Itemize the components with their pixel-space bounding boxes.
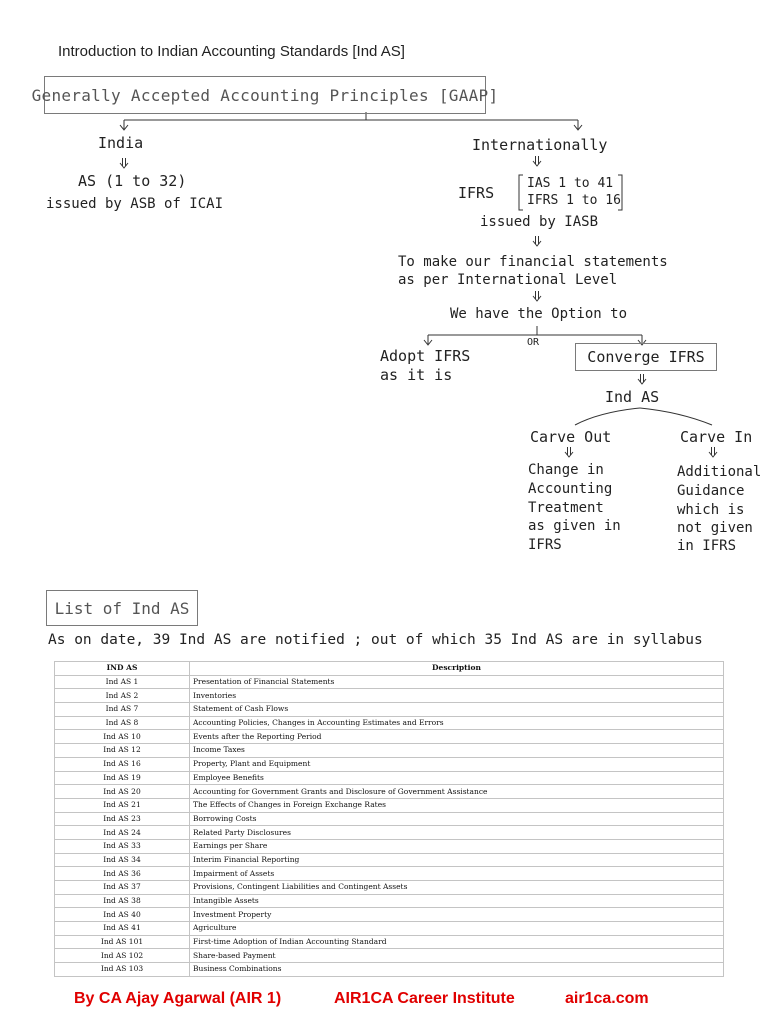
ind-as-number: Ind AS 24 (55, 826, 190, 840)
page-title: Introduction to Indian Accounting Standards [Ind AS] (58, 43, 405, 60)
table-row (55, 812, 724, 826)
table-row (55, 744, 724, 758)
converge-box: Converge IFRS (575, 343, 717, 371)
ifrs-label: IFRS (458, 184, 495, 202)
ind-as-number: Ind AS 7 (55, 703, 190, 717)
ind-as-description: Presentation of Financial Statements (190, 675, 724, 689)
ind-as-description: Provisions, Contingent Liabilities and Contingent Assets (190, 881, 724, 895)
purpose-line-1: To make our financial statements (398, 254, 668, 270)
table-row (55, 798, 724, 812)
ind-as-description: Investment Property (190, 908, 724, 922)
footer-site: air1ca.com (565, 990, 649, 1007)
ind-as-label: Ind AS (605, 388, 660, 406)
carve-in-label: Carve In (680, 428, 753, 446)
ind-as-description: Intangible Assets (190, 894, 724, 908)
table-row (55, 675, 724, 689)
ind-as-description: Related Party Disclosures (190, 826, 724, 840)
carve-out-desc-3: Treatment (528, 500, 604, 516)
ind-as-description: Income Taxes (190, 744, 724, 758)
ind-as-description: Employee Benefits (190, 771, 724, 785)
table-row (55, 853, 724, 867)
table-row (55, 922, 724, 936)
adopt-line-2: as it is (380, 366, 453, 384)
ind-as-number: Ind AS 8 (55, 716, 190, 730)
footer (0, 990, 768, 1012)
ind-as-table (54, 661, 724, 977)
ind-as-number: Ind AS 102 (55, 949, 190, 963)
carve-in-desc-3: which is (677, 502, 745, 518)
table-body (55, 675, 724, 976)
ind-as-description: Borrowing Costs (190, 812, 724, 826)
ind-as-description: Statement of Cash Flows (190, 703, 724, 717)
table-row (55, 716, 724, 730)
ind-as-number: Ind AS 101 (55, 935, 190, 949)
ias-line: IAS 1 to 41 (527, 176, 614, 191)
ind-as-description: Agriculture (190, 922, 724, 936)
ind-as-number: Ind AS 34 (55, 853, 190, 867)
ind-as-number: Ind AS 36 (55, 867, 190, 881)
carve-in-desc-1: Additional (677, 464, 762, 480)
international-label: Internationally (472, 136, 608, 154)
option-text: We have the Option to (450, 306, 628, 322)
ind-as-description: Share-based Payment (190, 949, 724, 963)
table-row (55, 771, 724, 785)
table-row (55, 826, 724, 840)
table-row (55, 839, 724, 853)
table-row (55, 703, 724, 717)
gaap-box: Generally Accepted Accounting Principles [GAAP] (44, 76, 486, 114)
india-label: India (98, 134, 144, 152)
table-row (55, 867, 724, 881)
ind-as-number: Ind AS 20 (55, 785, 190, 799)
table-row (55, 730, 724, 744)
carve-out-desc-5: IFRS (528, 537, 562, 553)
arrow-intl (533, 156, 541, 166)
carve-out-desc-1: Change in (528, 462, 604, 478)
ind-as-number: Ind AS 19 (55, 771, 190, 785)
carve-in-desc-5: in IFRS (677, 538, 737, 554)
table-row (55, 785, 724, 799)
table-row (55, 894, 724, 908)
carve-out-label: Carve Out (530, 428, 612, 446)
ind-as-number: Ind AS 16 (55, 757, 190, 771)
ind-as-description: Business Combinations (190, 963, 724, 977)
ind-as-description: Accounting Policies, Changes in Accounting Estimates and Errors (190, 716, 724, 730)
ind-as-number: Ind AS 2 (55, 689, 190, 703)
table-row (55, 963, 724, 977)
table-row (55, 881, 724, 895)
footer-author: By CA Ajay Agarwal (AIR 1) (74, 990, 282, 1007)
col-header-description: Description (190, 662, 724, 676)
purpose-line-2: as per International Level (398, 272, 618, 288)
ind-as-number: Ind AS 33 (55, 839, 190, 853)
ifrs-line: IFRS 1 to 16 (527, 193, 621, 208)
ind-as-description: First-time Adoption of Indian Accounting Standard (190, 935, 724, 949)
ind-as-number: Ind AS 23 (55, 812, 190, 826)
intl-issued-by: issued by IASB (480, 214, 599, 230)
ind-as-description: Events after the Reporting Period (190, 730, 724, 744)
footer-institute: AIR1CA Career Institute (334, 990, 515, 1007)
ind-as-description: The Effects of Changes in Foreign Exchange Rates (190, 798, 724, 812)
table-row (55, 935, 724, 949)
india-as-range: AS (1 to 32) (78, 172, 187, 190)
adopt-line-1: Adopt IFRS (380, 347, 471, 365)
carve-in-desc-4: not given (677, 520, 753, 536)
or-label: OR (527, 337, 540, 348)
list-heading: List of Ind AS (46, 590, 198, 626)
col-header-ind-as: IND AS (55, 662, 190, 676)
table-row (55, 757, 724, 771)
arrow-india (120, 158, 128, 168)
ind-as-number: Ind AS 12 (55, 744, 190, 758)
ind-as-description: Impairment of Assets (190, 867, 724, 881)
ind-as-description: Accounting for Government Grants and Disclosure of Government Assistance (190, 785, 724, 799)
ind-as-number: Ind AS 21 (55, 798, 190, 812)
table-row (55, 949, 724, 963)
ind-as-number: Ind AS 103 (55, 963, 190, 977)
ind-as-number: Ind AS 40 (55, 908, 190, 922)
table-row (55, 908, 724, 922)
carve-in-desc-2: Guidance (677, 483, 745, 499)
ind-as-description: Interim Financial Reporting (190, 853, 724, 867)
carve-out-desc-4: as given in (528, 518, 621, 534)
carve-out-desc-2: Accounting (528, 481, 613, 497)
ind-as-description: Earnings per Share (190, 839, 724, 853)
ind-as-number: Ind AS 37 (55, 881, 190, 895)
ind-as-number: Ind AS 10 (55, 730, 190, 744)
table-header-row (55, 662, 724, 676)
notice-text: As on date, 39 Ind AS are notified ; out of which 35 Ind AS are in syllabus (48, 632, 703, 648)
ind-as-number: Ind AS 41 (55, 922, 190, 936)
india-issued-by: issued by ASB of ICAI (46, 196, 224, 212)
table-row (55, 689, 724, 703)
ind-as-description: Inventories (190, 689, 724, 703)
ind-as-number: Ind AS 1 (55, 675, 190, 689)
ind-as-number: Ind AS 38 (55, 894, 190, 908)
ind-as-description: Property, Plant and Equipment (190, 757, 724, 771)
